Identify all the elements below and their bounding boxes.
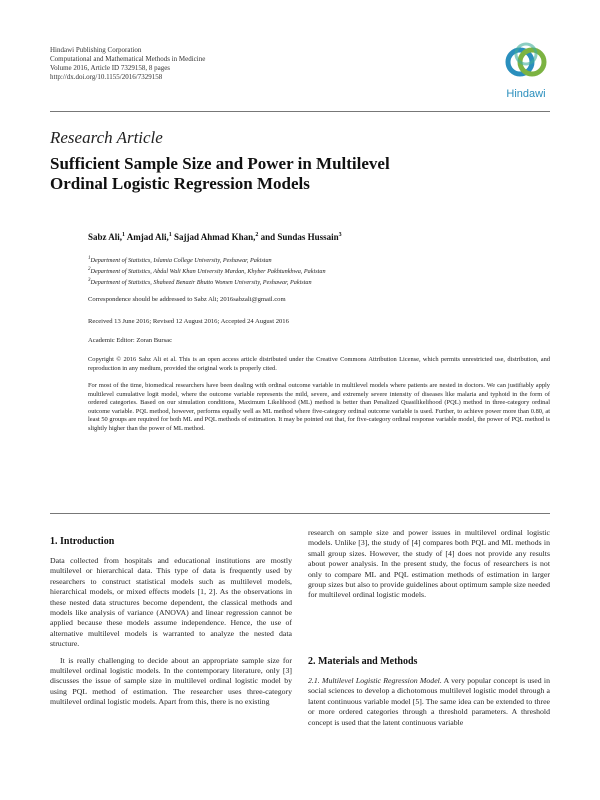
article-dates: Received 13 June 2016; Revised 12 August 2016; Accepted 24 August 2016 (88, 318, 289, 325)
title-line-1: Sufficient Sample Size and Power in Multilevel (50, 154, 390, 173)
hindawi-logo-icon (498, 40, 554, 88)
author-list: Sabz Ali,$^1$ Amjad Ali,$^1$ Sajjad Ahmad Khan,$^2$ and Sundas Hussain$^3$ (88, 232, 342, 242)
hindawi-logo (498, 40, 554, 104)
author-name: Sundas Hussain (277, 232, 339, 242)
academic-editor: Academic Editor: Zoran Bursac (88, 337, 173, 344)
paragraph: Data collected from hospitals and educational institutions are mostly multilevel or hierarchical data. This type of data is frequently used by researchers to construct statistical models such as multilevel models, hierarchical models, or mixed effects models [1, 2]. As the observations in these nested data structures become dependent, the classical methods and models like analysis of variance (ANOVA) and linear regression cannot be applied because these models assume independence. Hence, the use of alternative multilevel models is warranted to analyze the nested data structure. (50, 556, 292, 649)
volume-info: Volume 2016, Article ID 7329158, 8 pages (50, 64, 171, 72)
intro-column (50, 556, 292, 708)
methods-column (308, 676, 550, 728)
affiliation: $^2$Department of Statistics, Abdul Wali Khan University Mardan, Khyber Pakhtunkhwa, Pakistan (88, 267, 326, 276)
copyright-notice: Copyright © 2016 Sabz Ali et al. This is an open access article distributed under the Creative Commons Attribution License, which permits unrestricted use, distribution, and reproduction in any medium, provided the original work is properly cited. (88, 356, 550, 372)
publisher-name: Hindawi Publishing Corporation (50, 46, 142, 54)
subsection-heading: 2.1. Multilevel Logistic Regression Model. (308, 676, 442, 685)
section-heading-introduction: 1. Introduction (50, 536, 115, 547)
correspondence: Correspondence should be addressed to Sabz Ali; 2016sabzali@gmail.com (88, 296, 286, 303)
abstract: For most of the time, biomedical researchers have been dealing with ordinal outcome variable in multilevel models where patients are nested in doctors. We can justifiably apply multilevel cumulative logit model, where the outcome variable represents the mild, severe, and extremely severe intensity of diseases like malaria and typhoid in the form of ordered categories. Based on our simulation conditions, Maximum Likelihood (ML) method is better than Penalized Quasilikelihood (PQL) method in three-category ordinal outcome variable. PQL method, however, performs equally well as ML method where five-category ordinal outcome variable is used. Further, to achieve power more than 0.80, at least 50 groups are required for both ML and PQL methods of estimation. It may be pointed out that, for five-category ordinal response variable model, the power of PQL method is slightly higher than the power of ML method. (88, 382, 550, 432)
author-name: Sabz Ali, (88, 232, 123, 242)
article-title (50, 154, 470, 194)
author-name: Amjad Ali, (126, 232, 169, 242)
section-heading-materials-methods: 2. Materials and Methods (308, 656, 418, 667)
abstract-divider (50, 513, 550, 514)
header-divider (50, 111, 550, 112)
author-name: Sajjad Ahmad Khan, (174, 232, 256, 242)
journal-header (50, 46, 205, 82)
paragraph: It is really challenging to decide about an appropriate sample size for multilevel ordinal logistic models. In the contemporary literature, only [3] discusses the issue of sample size in multilevel ordinal logistic model by using PQL method of estimation. The researcher uses three-category multilevel ordinal logistic models. Apart from this, there is no existing (50, 655, 292, 707)
paragraph: 2.1. Multilevel Logistic Regression Model. A very popular concept is used in social sciences to develop a dichotomous multilevel logistic model through a latent continuous variable model [5]. The same idea can be extended to three or more ordered categories through a threshold parameters. A threshold concept is used that the latent continuous variable (308, 676, 550, 727)
journal-name: Computational and Mathematical Methods in Medicine (50, 55, 206, 63)
affiliation: $^3$Department of Statistics, Shaheed Benazir Bhutto Women University, Peshawar, Pakistan (88, 278, 312, 287)
right-column (308, 528, 550, 601)
hindawi-logo-text: Hindawi (506, 88, 546, 100)
doi-link[interactable]: http://dx.doi.org/10.1155/2016/7329158 (50, 73, 163, 81)
title-line-2: Ordinal Logistic Regression Models (50, 174, 310, 193)
affiliation: $^1$Department of Statistics, Islamia College University, Peshawar, Pakistan (88, 256, 272, 265)
paragraph: research on sample size and power issues in multilevel ordinal logistic models. Unlike [3], the study of [4] compares both PQL and ML methods in small group sizes. However, the study of [4] does not provide any results about power analysis. In the present study, the focus of researchers is not only to compare ML and PQL estimation methods of estimation in larger group sizes but also to provide guidelines about optimum sample size needed for multilevel ordinal logistic models. (308, 528, 550, 600)
article-type: Research Article (50, 128, 163, 147)
